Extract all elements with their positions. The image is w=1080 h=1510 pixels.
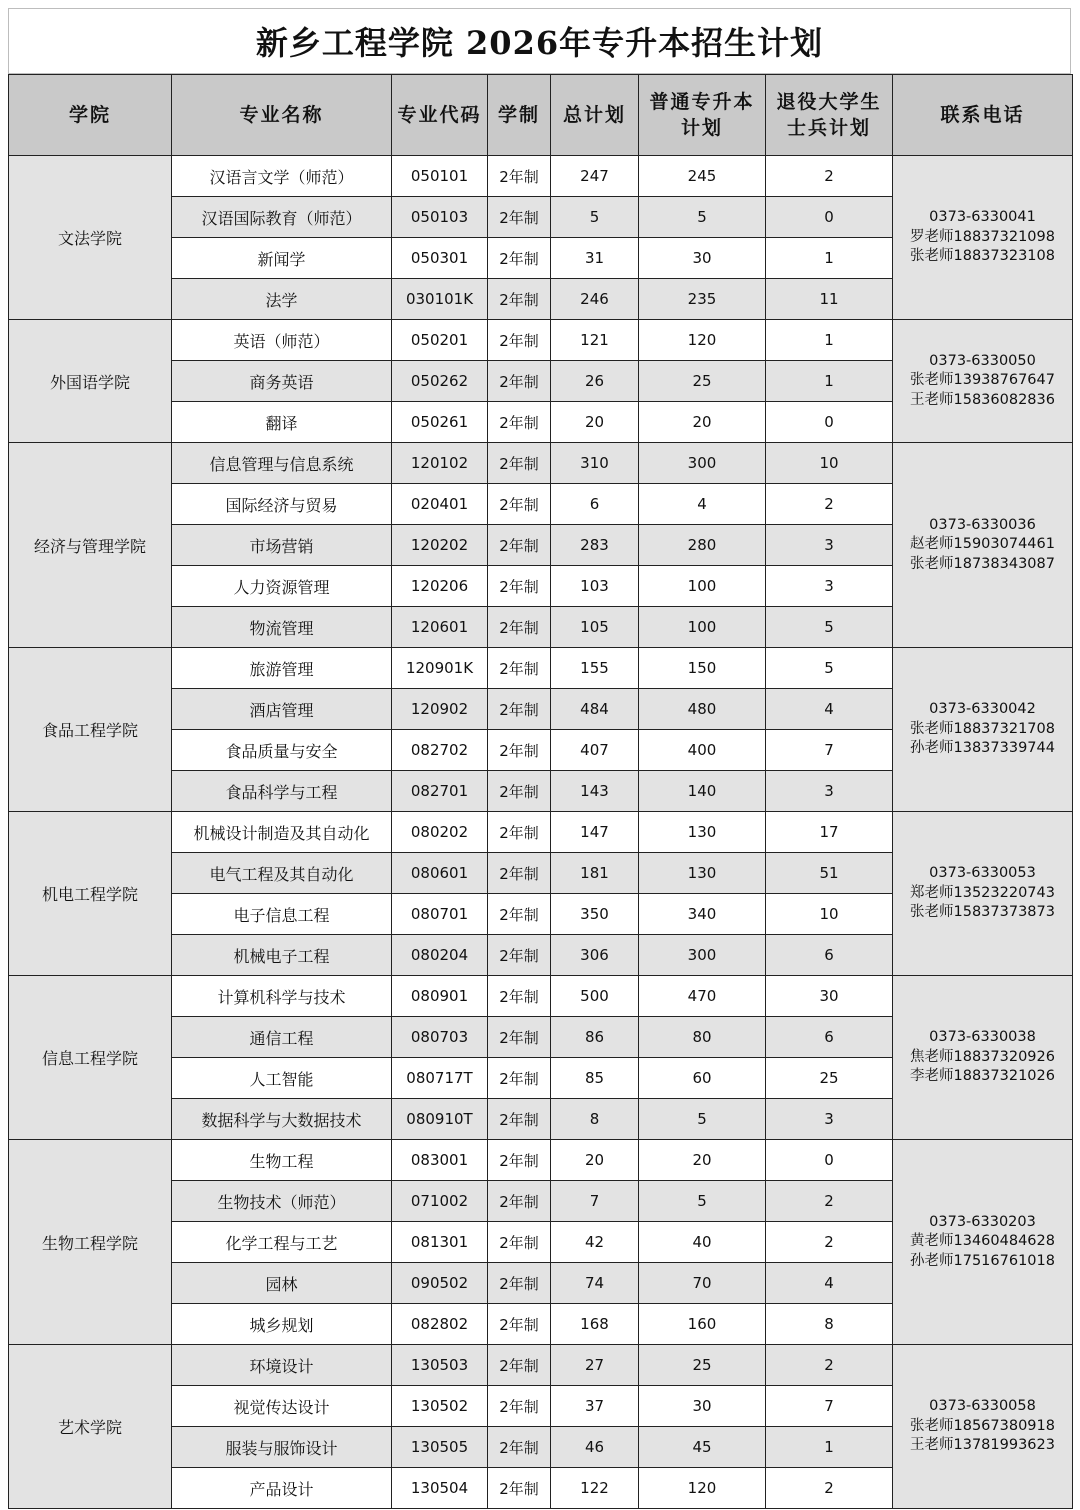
major-name-cell: 国际经济与贸易 [172, 484, 392, 525]
contact-line: 0373-6330203 [929, 1213, 1036, 1230]
veteran-plan-cell: 25 [766, 1058, 893, 1099]
contact-line: 王老师15836082836 [910, 391, 1055, 408]
total-plan-cell: 168 [551, 1304, 639, 1345]
regular-plan-cell: 160 [639, 1304, 766, 1345]
contact-phone-cell [893, 976, 1073, 1140]
regular-plan-cell: 120 [639, 320, 766, 361]
header-total: 总计划 [551, 75, 639, 156]
total-plan-cell: 27 [551, 1345, 639, 1386]
major-code-cell: 071002 [392, 1181, 488, 1222]
duration-cell: 2年制 [488, 935, 551, 976]
major-name-cell: 电子信息工程 [172, 894, 392, 935]
total-plan-cell: 147 [551, 812, 639, 853]
duration-cell: 2年制 [488, 1386, 551, 1427]
major-code-cell: 082802 [392, 1304, 488, 1345]
veteran-plan-cell: 3 [766, 1099, 893, 1140]
total-plan-cell: 20 [551, 402, 639, 443]
veteran-plan-cell: 2 [766, 156, 893, 197]
major-code-cell: 120901K [392, 648, 488, 689]
veteran-plan-cell: 0 [766, 402, 893, 443]
duration-cell: 2年制 [488, 279, 551, 320]
regular-plan-cell: 470 [639, 976, 766, 1017]
total-plan-cell: 500 [551, 976, 639, 1017]
contact-phone-cell [893, 320, 1073, 443]
header-duration: 学制 [488, 75, 551, 156]
duration-cell: 2年制 [488, 812, 551, 853]
veteran-plan-cell: 3 [766, 566, 893, 607]
regular-plan-cell: 300 [639, 443, 766, 484]
contact-line: 张老师15837373873 [910, 904, 1055, 921]
duration-cell: 2年制 [488, 566, 551, 607]
major-code-cell: 080717T [392, 1058, 488, 1099]
regular-plan-cell: 100 [639, 607, 766, 648]
duration-cell: 2年制 [488, 443, 551, 484]
major-name-cell: 生物技术（师范） [172, 1181, 392, 1222]
major-name-cell: 英语（师范） [172, 320, 392, 361]
regular-plan-cell: 150 [639, 648, 766, 689]
major-code-cell: 030101K [392, 279, 488, 320]
major-name-cell: 食品科学与工程 [172, 771, 392, 812]
total-plan-cell: 350 [551, 894, 639, 935]
veteran-plan-cell: 17 [766, 812, 893, 853]
table-body [9, 156, 1073, 1509]
regular-plan-cell: 5 [639, 197, 766, 238]
duration-cell: 2年制 [488, 1140, 551, 1181]
veteran-plan-cell: 6 [766, 1017, 893, 1058]
veteran-plan-cell: 2 [766, 1468, 893, 1509]
major-code-cell: 083001 [392, 1140, 488, 1181]
major-code-cell: 081301 [392, 1222, 488, 1263]
veteran-plan-cell: 2 [766, 1345, 893, 1386]
total-plan-cell: 247 [551, 156, 639, 197]
regular-plan-cell: 340 [639, 894, 766, 935]
total-plan-cell: 105 [551, 607, 639, 648]
major-name-cell: 食品质量与安全 [172, 730, 392, 771]
duration-cell: 2年制 [488, 894, 551, 935]
major-code-cell: 082702 [392, 730, 488, 771]
veteran-plan-cell: 1 [766, 238, 893, 279]
veteran-plan-cell: 4 [766, 689, 893, 730]
major-code-cell: 130505 [392, 1427, 488, 1468]
major-name-cell: 酒店管理 [172, 689, 392, 730]
major-code-cell: 050103 [392, 197, 488, 238]
major-name-cell: 新闻学 [172, 238, 392, 279]
regular-plan-cell: 40 [639, 1222, 766, 1263]
total-plan-cell: 31 [551, 238, 639, 279]
college-name-cell: 信息工程学院 [9, 976, 172, 1140]
total-plan-cell: 5 [551, 197, 639, 238]
duration-cell: 2年制 [488, 197, 551, 238]
header-major: 专业名称 [172, 75, 392, 156]
veteran-plan-cell: 2 [766, 1222, 893, 1263]
duration-cell: 2年制 [488, 1222, 551, 1263]
major-code-cell: 120202 [392, 525, 488, 566]
regular-plan-cell: 300 [639, 935, 766, 976]
veteran-plan-cell: 10 [766, 443, 893, 484]
duration-cell: 2年制 [488, 1058, 551, 1099]
college-name-cell: 经济与管理学院 [9, 443, 172, 648]
major-code-cell: 080202 [392, 812, 488, 853]
duration-cell: 2年制 [488, 853, 551, 894]
duration-cell: 2年制 [488, 238, 551, 279]
contact-phone-cell [893, 1140, 1073, 1345]
major-code-cell: 080910T [392, 1099, 488, 1140]
total-plan-cell: 26 [551, 361, 639, 402]
duration-cell: 2年制 [488, 1468, 551, 1509]
contact-line: 张老师18837323108 [910, 248, 1055, 265]
header-veteran-line1: 退役大学生 [776, 91, 882, 113]
duration-cell: 2年制 [488, 1181, 551, 1222]
major-code-cell: 080901 [392, 976, 488, 1017]
veteran-plan-cell: 10 [766, 894, 893, 935]
major-name-cell: 市场营销 [172, 525, 392, 566]
header-college: 学院 [9, 75, 172, 156]
major-name-cell: 人力资源管理 [172, 566, 392, 607]
veteran-plan-cell: 2 [766, 484, 893, 525]
table-row [9, 1140, 1073, 1181]
duration-cell: 2年制 [488, 648, 551, 689]
major-code-cell: 050261 [392, 402, 488, 443]
major-code-cell: 080701 [392, 894, 488, 935]
college-name-cell: 艺术学院 [9, 1345, 172, 1509]
duration-cell: 2年制 [488, 1345, 551, 1386]
regular-plan-cell: 25 [639, 361, 766, 402]
total-plan-cell: 283 [551, 525, 639, 566]
header-code: 专业代码 [392, 75, 488, 156]
contact-line: 罗老师18837321098 [910, 228, 1055, 245]
major-name-cell: 旅游管理 [172, 648, 392, 689]
contact-line: 王老师13781993623 [910, 1437, 1055, 1454]
header-contact: 联系电话 [893, 75, 1073, 156]
regular-plan-cell: 4 [639, 484, 766, 525]
total-plan-cell: 181 [551, 853, 639, 894]
page-title: 新乡工程学院 2026年专升本招生计划 [8, 8, 1071, 74]
contact-line: 赵老师15903074461 [910, 536, 1055, 553]
veteran-plan-cell: 1 [766, 1427, 893, 1468]
regular-plan-cell: 120 [639, 1468, 766, 1509]
major-code-cell: 120102 [392, 443, 488, 484]
regular-plan-cell: 480 [639, 689, 766, 730]
major-name-cell: 法学 [172, 279, 392, 320]
contact-line: 张老师18567380918 [910, 1417, 1055, 1434]
duration-cell: 2年制 [488, 525, 551, 566]
enrollment-table [8, 74, 1073, 1509]
total-plan-cell: 74 [551, 1263, 639, 1304]
contact-phone-cell [893, 443, 1073, 648]
total-plan-cell: 42 [551, 1222, 639, 1263]
table-row [9, 1345, 1073, 1386]
veteran-plan-cell: 2 [766, 1181, 893, 1222]
total-plan-cell: 310 [551, 443, 639, 484]
regular-plan-cell: 280 [639, 525, 766, 566]
total-plan-cell: 8 [551, 1099, 639, 1140]
major-code-cell: 120206 [392, 566, 488, 607]
table-row [9, 812, 1073, 853]
veteran-plan-cell: 1 [766, 361, 893, 402]
college-name-cell: 外国语学院 [9, 320, 172, 443]
regular-plan-cell: 45 [639, 1427, 766, 1468]
college-name-cell: 文法学院 [9, 156, 172, 320]
major-code-cell: 020401 [392, 484, 488, 525]
major-code-cell: 082701 [392, 771, 488, 812]
regular-plan-cell: 130 [639, 812, 766, 853]
major-code-cell: 050262 [392, 361, 488, 402]
duration-cell: 2年制 [488, 320, 551, 361]
duration-cell: 2年制 [488, 1099, 551, 1140]
total-plan-cell: 121 [551, 320, 639, 361]
duration-cell: 2年制 [488, 976, 551, 1017]
regular-plan-cell: 30 [639, 238, 766, 279]
veteran-plan-cell: 7 [766, 1386, 893, 1427]
contact-line: 焦老师18837320926 [910, 1048, 1055, 1065]
duration-cell: 2年制 [488, 771, 551, 812]
total-plan-cell: 484 [551, 689, 639, 730]
duration-cell: 2年制 [488, 1304, 551, 1345]
regular-plan-cell: 20 [639, 1140, 766, 1181]
contact-line: 0373-6330050 [929, 352, 1036, 369]
duration-cell: 2年制 [488, 1017, 551, 1058]
contact-line: 0373-6330058 [929, 1398, 1036, 1415]
contact-line: 孙老师13837339744 [910, 740, 1055, 757]
major-name-cell: 化学工程与工艺 [172, 1222, 392, 1263]
veteran-plan-cell: 3 [766, 525, 893, 566]
total-plan-cell: 7 [551, 1181, 639, 1222]
regular-plan-cell: 60 [639, 1058, 766, 1099]
contact-phone-cell [893, 1345, 1073, 1509]
table-row [9, 443, 1073, 484]
contact-line: 张老师13938767647 [910, 372, 1055, 389]
total-plan-cell: 246 [551, 279, 639, 320]
veteran-plan-cell: 6 [766, 935, 893, 976]
header-veteran [766, 75, 893, 156]
contact-phone-cell [893, 156, 1073, 320]
contact-line: 0373-6330036 [929, 516, 1036, 533]
major-name-cell: 城乡规划 [172, 1304, 392, 1345]
major-name-cell: 人工智能 [172, 1058, 392, 1099]
veteran-plan-cell: 3 [766, 771, 893, 812]
contact-line: 黄老师13460484628 [910, 1233, 1055, 1250]
major-name-cell: 环境设计 [172, 1345, 392, 1386]
major-name-cell: 汉语国际教育（师范） [172, 197, 392, 238]
table-header-row [9, 75, 1073, 156]
total-plan-cell: 103 [551, 566, 639, 607]
veteran-plan-cell: 5 [766, 607, 893, 648]
major-code-cell: 130504 [392, 1468, 488, 1509]
total-plan-cell: 85 [551, 1058, 639, 1099]
total-plan-cell: 20 [551, 1140, 639, 1181]
regular-plan-cell: 400 [639, 730, 766, 771]
veteran-plan-cell: 30 [766, 976, 893, 1017]
table-row [9, 976, 1073, 1017]
major-name-cell: 通信工程 [172, 1017, 392, 1058]
table-row [9, 648, 1073, 689]
duration-cell: 2年制 [488, 156, 551, 197]
contact-line: 0373-6330041 [929, 209, 1036, 226]
major-name-cell: 数据科学与大数据技术 [172, 1099, 392, 1140]
regular-plan-cell: 80 [639, 1017, 766, 1058]
contact-line: 李老师18837321026 [910, 1068, 1055, 1085]
major-code-cell: 050101 [392, 156, 488, 197]
duration-cell: 2年制 [488, 402, 551, 443]
major-code-cell: 120601 [392, 607, 488, 648]
regular-plan-cell: 5 [639, 1181, 766, 1222]
header-veteran-line2: 士兵计划 [786, 117, 871, 139]
regular-plan-cell: 25 [639, 1345, 766, 1386]
contact-line: 0373-6330053 [929, 865, 1036, 882]
header-regular-line2: 计划 [680, 117, 723, 139]
table-row [9, 320, 1073, 361]
regular-plan-cell: 140 [639, 771, 766, 812]
contact-line: 0373-6330042 [929, 701, 1036, 718]
total-plan-cell: 37 [551, 1386, 639, 1427]
major-name-cell: 服装与服饰设计 [172, 1427, 392, 1468]
duration-cell: 2年制 [488, 730, 551, 771]
major-code-cell: 120902 [392, 689, 488, 730]
major-code-cell: 050201 [392, 320, 488, 361]
veteran-plan-cell: 0 [766, 1140, 893, 1181]
duration-cell: 2年制 [488, 607, 551, 648]
major-name-cell: 信息管理与信息系统 [172, 443, 392, 484]
regular-plan-cell: 235 [639, 279, 766, 320]
header-regular-line1: 普通专升本 [649, 91, 755, 113]
major-code-cell: 130503 [392, 1345, 488, 1386]
table-row [9, 156, 1073, 197]
veteran-plan-cell: 1 [766, 320, 893, 361]
major-code-cell: 050301 [392, 238, 488, 279]
total-plan-cell: 46 [551, 1427, 639, 1468]
total-plan-cell: 306 [551, 935, 639, 976]
college-name-cell: 食品工程学院 [9, 648, 172, 812]
veteran-plan-cell: 8 [766, 1304, 893, 1345]
total-plan-cell: 122 [551, 1468, 639, 1509]
major-name-cell: 视觉传达设计 [172, 1386, 392, 1427]
major-code-cell: 080601 [392, 853, 488, 894]
major-name-cell: 园林 [172, 1263, 392, 1304]
major-code-cell: 130502 [392, 1386, 488, 1427]
total-plan-cell: 6 [551, 484, 639, 525]
major-name-cell: 物流管理 [172, 607, 392, 648]
major-code-cell: 080204 [392, 935, 488, 976]
veteran-plan-cell: 51 [766, 853, 893, 894]
major-code-cell: 080703 [392, 1017, 488, 1058]
total-plan-cell: 143 [551, 771, 639, 812]
major-code-cell: 090502 [392, 1263, 488, 1304]
duration-cell: 2年制 [488, 1263, 551, 1304]
contact-line: 0373-6330038 [929, 1029, 1036, 1046]
duration-cell: 2年制 [488, 361, 551, 402]
contact-line: 孙老师17516761018 [910, 1252, 1055, 1269]
regular-plan-cell: 20 [639, 402, 766, 443]
college-name-cell: 机电工程学院 [9, 812, 172, 976]
major-name-cell: 机械电子工程 [172, 935, 392, 976]
contact-line: 郑老师13523220743 [910, 884, 1055, 901]
duration-cell: 2年制 [488, 1427, 551, 1468]
veteran-plan-cell: 4 [766, 1263, 893, 1304]
major-name-cell: 产品设计 [172, 1468, 392, 1509]
major-name-cell: 电气工程及其自动化 [172, 853, 392, 894]
regular-plan-cell: 100 [639, 566, 766, 607]
total-plan-cell: 86 [551, 1017, 639, 1058]
regular-plan-cell: 5 [639, 1099, 766, 1140]
major-name-cell: 生物工程 [172, 1140, 392, 1181]
header-regular [639, 75, 766, 156]
veteran-plan-cell: 5 [766, 648, 893, 689]
regular-plan-cell: 30 [639, 1386, 766, 1427]
college-name-cell: 生物工程学院 [9, 1140, 172, 1345]
major-name-cell: 商务英语 [172, 361, 392, 402]
regular-plan-cell: 130 [639, 853, 766, 894]
contact-line: 张老师18738343087 [910, 555, 1055, 572]
veteran-plan-cell: 0 [766, 197, 893, 238]
regular-plan-cell: 70 [639, 1263, 766, 1304]
veteran-plan-cell: 7 [766, 730, 893, 771]
total-plan-cell: 155 [551, 648, 639, 689]
contact-phone-cell [893, 812, 1073, 976]
veteran-plan-cell: 11 [766, 279, 893, 320]
major-name-cell: 汉语言文学（师范） [172, 156, 392, 197]
contact-phone-cell [893, 648, 1073, 812]
duration-cell: 2年制 [488, 484, 551, 525]
regular-plan-cell: 245 [639, 156, 766, 197]
major-name-cell: 计算机科学与技术 [172, 976, 392, 1017]
contact-line: 张老师18837321708 [910, 720, 1055, 737]
major-name-cell: 翻译 [172, 402, 392, 443]
total-plan-cell: 407 [551, 730, 639, 771]
major-name-cell: 机械设计制造及其自动化 [172, 812, 392, 853]
duration-cell: 2年制 [488, 689, 551, 730]
